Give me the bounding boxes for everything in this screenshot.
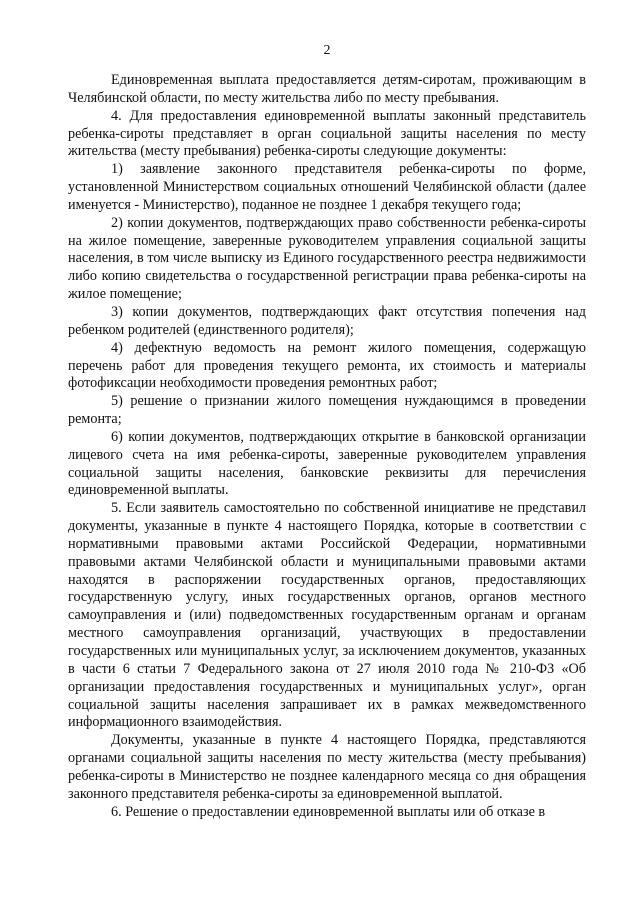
paragraph-subitem-6: 6) копии документов, подтверждающих открытие в банковской организации лицевого счета на имя ребенка-сироты, заверенные руководителем управления социальной защиты населения, банковские реквизиты для перечисления единовременной выплаты.	[68, 428, 586, 499]
paragraph-subitem-1: 1) заявление законного представителя ребенка-сироты по форме, установленной Министерством социальных отношений Челябинской области (далее именуется - Министерство), поданное не позднее 1 декабря текущего года;	[68, 161, 586, 213]
paragraph-subitem-4: 4) дефектную ведомость на ремонт жилого помещения, содержащую перечень работ для проведения текущего ремонта, их стоимость и материалы фотофиксации необходимости проведения ремонтных работ;	[68, 339, 586, 392]
paragraph-eligibility: Единовременная выплата предоставляется детям-сиротам, проживающим в Челябинской области, по месту жительства либо по месту пребывания.	[68, 72, 586, 106]
paragraph-subitem-3: 3) копии документов, подтверждающих факт отсутствия попечения над ребенком родителей (единственного родителя);	[68, 303, 586, 338]
paragraph-documents-submission: Документы, указанные в пункте 4 настоящего Порядка, представляются органами социальной защиты населения по месту жительства (месту пребывания) ребенка-сироты в Министерство не позднее календарного месяца со дня обращения законного представителя ребенка-сироты за единовременной выплатой.	[68, 732, 586, 802]
page-number: 2	[323, 43, 331, 58]
paragraph-item-5: 5. Если заявитель самостоятельно по собственной инициативе не представил документы, указанные в пункте 4 настоящего Порядка, которые в соответствии с нормативными правовыми актами Российской Федерации, нормативными правовыми актами Челябинской области и муниципальными правовыми актами находятся в распоряжении государственных органов, предоставляющих государственную услугу, иных государственных органов, органов местного самоуправления и (или) подведомственных государственным органам и органам местного самоуправления организаций, участвующих в предоставлении государственных или муниципальных услуг, за исключением документов, указанных в части 6 статьи 7 Федерального закона от 27 июля 2010 года № 210-ФЗ «Об организации предоставления государственных и муниципальных услуг», орган социальной защиты населения запрашивает их в рамках межведомственного информационного взаимодействия.	[68, 500, 586, 731]
document-page	[68, 0, 586, 905]
paragraph-subitem-2: 2) копии документов, подтверждающих право собственности ребенка-сироты на жилое помещение, заверенные руководителем управления социальной защиты населения, в том числе выписку из Единого государственного реестра недвижимости либо копию свидетельства о государственной регистрации права ребенка-сироты на жилое помещение;	[68, 214, 586, 303]
paragraph-item-6: 6. Решение о предоставлении единовременной выплаты или об отказе в	[111, 803, 546, 820]
paragraph-item-4: 4. Для предоставления единовременной выплаты законный представитель ребенка-сироты представляет в орган социальной защиты населения по месту жительства (месту пребывания) ребенка-сироты следующие документы:	[68, 107, 586, 160]
paragraph-subitem-5: 5) решение о признании жилого помещения нуждающимся в проведении ремонта;	[68, 393, 586, 428]
document-body	[68, 72, 586, 821]
